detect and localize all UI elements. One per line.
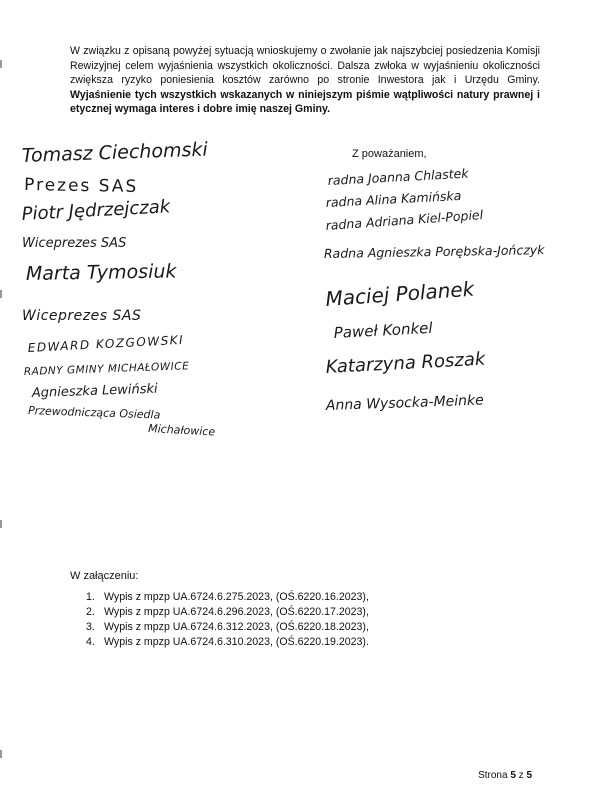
intro-bold-text: Wyjaśnienie tych wszystkich wskazanych w niniejszym piśmie wątpliwości natury prawnej i etycznej wymaga interes i dobre imię naszej Gminy. (70, 88, 540, 116)
page-number-footer (478, 770, 532, 781)
attachment-item (86, 620, 369, 635)
margin-mark (0, 290, 2, 298)
margin-mark (0, 60, 2, 68)
attachment-item (86, 635, 369, 650)
signature-right: radna Adriana Kiel-Popiel (325, 207, 484, 233)
margin-mark (0, 750, 2, 758)
closing-regards: Z poważaniem, (352, 148, 427, 160)
signature-left: Prezes SAS (23, 175, 139, 197)
attachment-text: Wypis z mpzp UA.6724.6.312.2023, (OŚ.6220.18.2023), (104, 621, 369, 633)
page-total: 5 (526, 770, 532, 781)
signature-left: Tomasz Ciechomski (21, 138, 209, 167)
signature-left: Przewodnicząca Osiedla (27, 404, 161, 422)
attachment-item (86, 590, 369, 605)
signature-right: Paweł Konkel (333, 318, 433, 342)
signature-right: Maciej Polanek (324, 276, 475, 311)
signature-left: Michałowice (147, 422, 216, 439)
signature-left: EDWARD KOZGOWSKI (27, 332, 185, 355)
signature-left: Wiceprezes SAS (22, 308, 142, 324)
attachment-text: Wypis z mpzp UA.6724.6.296.2023, (OŚ.6220.17.2023), (104, 606, 369, 618)
attachments-list (86, 590, 369, 650)
attachment-text: Wypis z mpzp UA.6724.6.310.2023, (OŚ.6220.19.2023). (104, 636, 369, 648)
signature-right: radna Joanna Chlastek (327, 165, 469, 188)
signature-left: RADNY GMINY MICHAŁOWICE (23, 360, 190, 378)
attachment-number: 2. (86, 606, 95, 618)
attachment-number: 4. (86, 636, 95, 648)
signatures-left (21, 138, 216, 438)
signature-right: radna Alina Kamińska (325, 187, 462, 210)
signature-left: Piotr Jędrzejczak (21, 196, 171, 225)
attachment-number: 3. (86, 621, 95, 633)
signature-right: Anna Wysocka-Meinke (325, 392, 484, 414)
attachments-title: W załączeniu: (70, 570, 139, 582)
attachment-text: Wypis z mpzp UA.6724.6.275.2023, (OŚ.6220.16.2023), (104, 591, 369, 603)
page-separator: z (515, 770, 527, 781)
page-current: 5 (510, 770, 516, 781)
signatures-right (324, 166, 546, 414)
signature-left: Agnieszka Lewiński (31, 381, 158, 401)
signature-right: Katarzyna Roszak (325, 348, 486, 378)
signature-left: Wiceprezes SAS (22, 236, 127, 251)
signature-right: Radna Agnieszka Porębska-Jończyk (323, 242, 545, 261)
attachment-item (86, 605, 369, 620)
attachment-number: 1. (86, 591, 95, 603)
signature-left: Marta Tymosiuk (25, 260, 177, 285)
margin-mark (0, 520, 2, 528)
intro-text: W związku z opisaną powyżej sytuacją wnioskujemy o zwołanie jak najszybciej posiedzenia Komisji Rewizyjnej celem wyjaśnienia wszystkich okoliczności. Dalsza zwłoka w wyjaśnieniu okoliczności zwiększa ryzyko poniesienia kosztów zarówno po stronie Inwestora jak i Urzędu Gminy. (70, 45, 540, 87)
page-label: Strona (478, 770, 511, 781)
